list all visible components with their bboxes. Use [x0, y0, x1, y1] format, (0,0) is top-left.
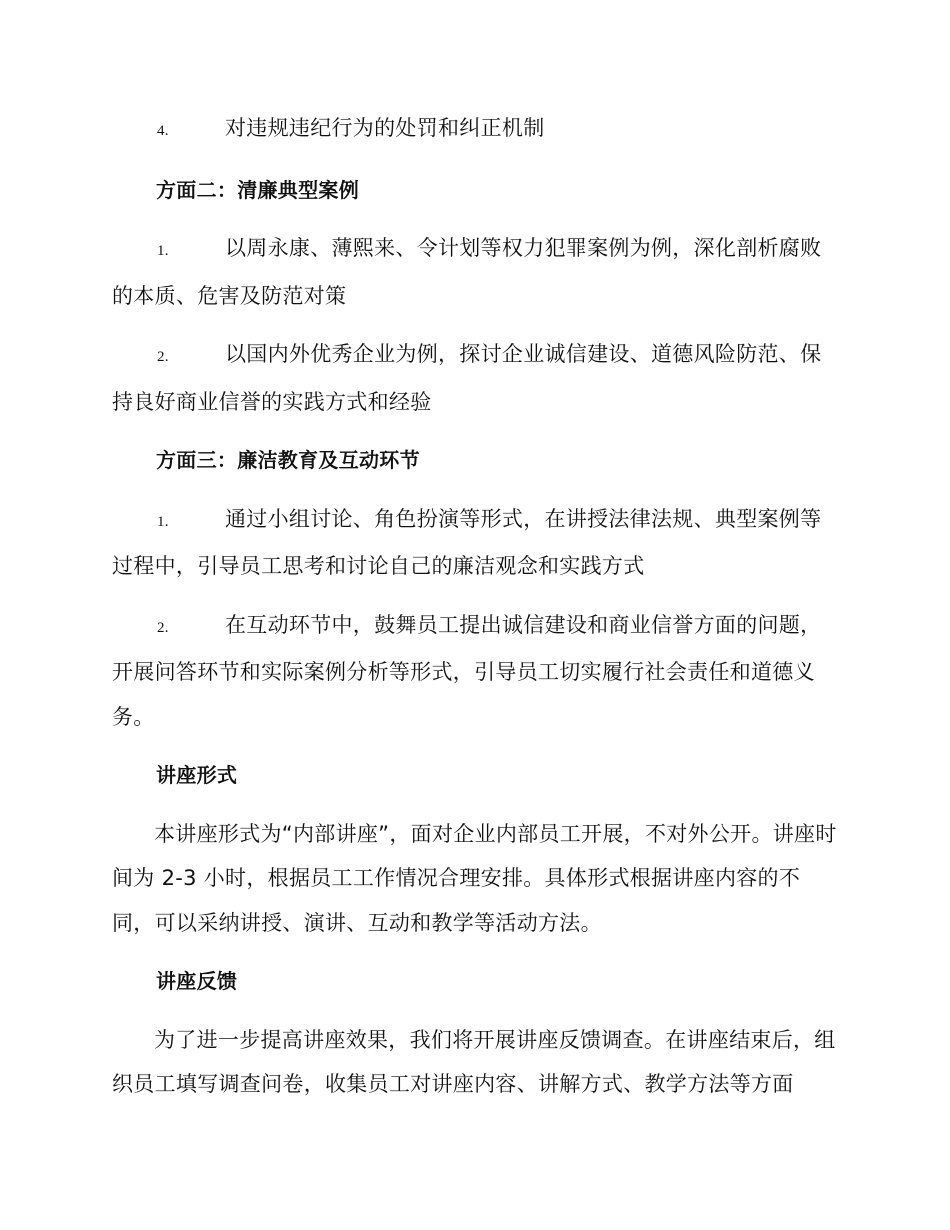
body-paragraph: 本讲座形式为“内部讲座”，面对企业内部员工开展，不对外公开。讲座时间为 2-3 小时，根据员工工作情况合理安排。具体形式根据讲座内容的不同，可以采纳讲授、演讲、互动和教学等活动方法。: [112, 821, 837, 935]
list-number: 4.: [157, 123, 169, 139]
document-page: [112, 106, 838, 1121]
list-text: 以国内外优秀企业为例，探讨企业诚信建设、道德风险防范、保持良好商业信誉的实践方式和经验: [112, 342, 822, 414]
list-text: 对违规违纪行为的处罚和纠正机制: [225, 116, 545, 140]
section-heading: 方面二：清廉典型案例: [156, 177, 359, 202]
list-item: [112, 497, 838, 589]
section-heading: 讲座形式: [156, 763, 238, 787]
list-number: 2.: [157, 349, 169, 365]
list-item: [112, 332, 838, 424]
list-number: 1.: [157, 513, 169, 530]
body-paragraph: 为了进一步提高讲座效果，我们将开展讲座反馈调查。在讲座结束后，组织员工填写调查问卷，收集员工对讲座内容、讲解方式、教学方法等方面: [112, 1027, 836, 1096]
section-heading: 讲座反馈: [156, 969, 238, 993]
list-item: [112, 226, 838, 318]
section-heading: 方面三：廉洁教育及互动环节: [156, 448, 420, 472]
list-text: 通过小组讨论、角色扮演等形式，在讲授法律法规、典型案例等过程中，引导员工思考和讨论自己的廉洁观念和实践方式: [112, 506, 822, 578]
list-text: 以周永康、薄熙来、令计划等权力犯罪案例为例，深化剖析腐败的本质、危害及防范对策: [112, 236, 822, 308]
list-number: 2.: [157, 619, 169, 636]
list-text: 在互动环节中，鼓舞员工提出诚信建设和商业信誉方面的问题，开展问答环节和实际案例分析等形式，引导员工切实履行社会责任和道德义务。: [112, 612, 822, 729]
list-number: 1.: [157, 243, 169, 259]
list-item: [112, 603, 838, 740]
list-item: [112, 106, 838, 154]
